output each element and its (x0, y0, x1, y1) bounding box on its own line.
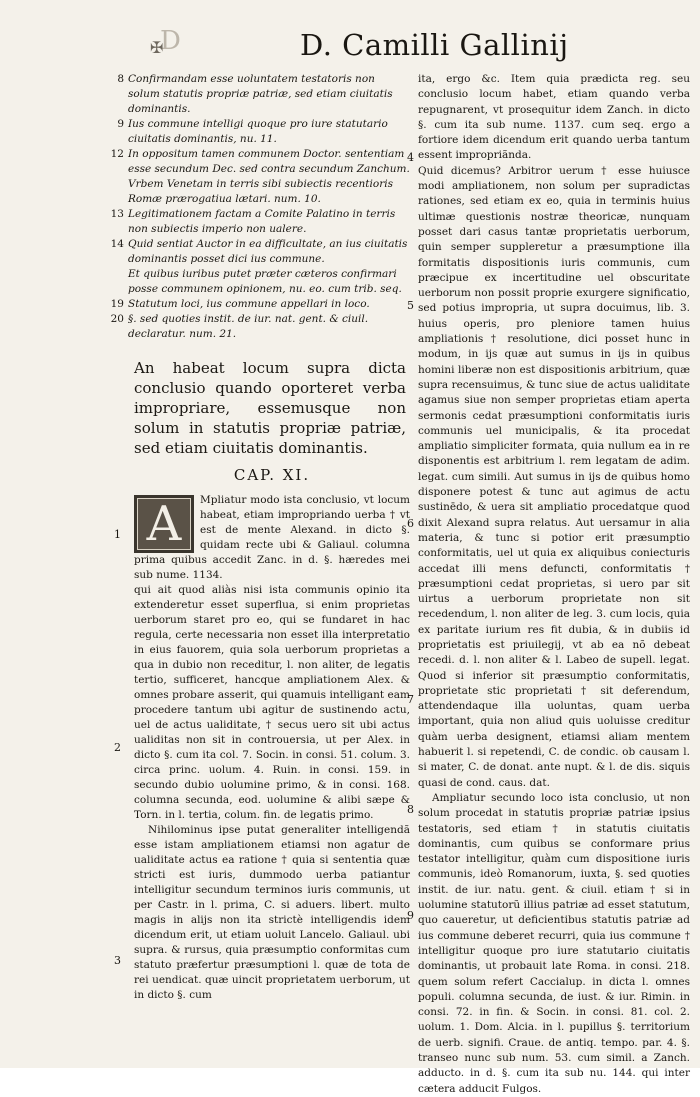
summary-text: Statutum loci, ius commune appellari in loco. (128, 298, 370, 310)
summary-number: 12 (110, 148, 124, 160)
summary-item (110, 117, 410, 147)
body-paragraph: Nihilominus ipse putat generaliter intelligendã esse istam ampliationem etiamsi non agatur de ualiditate actus ea ratione † quia si sententia quæ stricti est iuris, dummodo uerba patiantur intelligitur secundum terminos iuris communis, ut per Castr. in l. prima, C. si aduers. libert. multo magis in alijs non ita strictè intelligendis idem dicendum erit, ut etiam uoluit Lancelo. Galiaul. ubi supra. & rursus, quia præsumptio conformitas cum statuto præfertur præsumptioni l. quæ de tota de rei uendicat. quæ uincit proprietatem uerborum, ut in dicto §. cum (134, 824, 410, 1001)
summary-text: §. sed quoties instit. de iur. nat. gent. & ciuil. declaratur. num. 21. (128, 313, 369, 340)
body-paragraph: Quid dicemus? Arbitror uerum † esse huiusce modi ampliationem, non solum per supradictas rationes, sed etiam ex eo, quia in terminis huius ultimæ questionis nostræ theoricæ, nunquam posset dari casus tantæ proprietatis uerborum, quin semper suppleretur a præsumptione illa formitatis dispositionis iuris communis, cum præcipue ex incertitudine uel obscuritate uerborum non possit proprie exurgere significatio, sed potius impropria, ut supra docuimus, lib. 3. huius operis, pro pleniore tamen huius ampliationis † resolutione, dici posset hunc in modum, in ijs quæ aut sumus in ijs in quibus homini liberæ non est dispositionis arbitrium, quæ supra recensuimus, & tunc siue de actus ualiditate agamus siue non semper proprietas etiam aperta sermonis cedat præsumptioni conformitatis iuris communis uel municipalis, & ita procedat ampliatio simpliciter formata, quia nullum ea in re disponentis est arbitrium l. rem legatam de adim. legat. cum simili. Aut sumus in ijs de quibus homo disponere potest & tunc aut agimus de actu sustinēdo, & uera sit ampliatio procedatque quod dixit Alexand supra relatus. Aut uersamur in alia materia, & tunc si potior erit præsumptio conformitatis, uel ut quia ex aliquibus coniecturis accedat illi mens defuncti, conformitatis † præsumptioni cedat proprietas, si uero par sit uirtus a uerborum proprietate non sit recedendum, l. non aliter de leg. 3. cum locis, quia ex paritate iurium res fit dubia, & in dubiis id proprietatis est priuilegij, vt ab ea nõ debeat recedi. d. l. non aliter & l. Labeo de supell. legat. Quod si inferior sit præsumptio conformitatis, proprietate stic proprietati † sit deferendum, attendendaque illa uoluntas, quam uerba important, quia non aliud quis uoluisse creditur quàm uerba designent, etiamsi aliam mentem habuerit l. si repetendi, C. de condic. ob causam l. si mater, C. de donat. ante nupt. & l. de dis. siquis quasi de cond. caus. dat. (418, 164, 690, 789)
summary-text: Ius commune intelligi quoque pro iure statutario ciuitatis dominantis, nu. 11. (128, 118, 388, 145)
chapter-summary-list (110, 72, 410, 342)
summary-item (110, 72, 410, 117)
summary-item (110, 237, 410, 267)
summary-text: Confirmandam esse uoluntatem testatoris non solum statutis propriæ patriæ, sed etiam ciuitatis dominantis. (128, 73, 393, 115)
body-paragraph: ita, ergo &c. Item quia prædicta reg. seu conclusio locum habet, etiam quando verba repugnarent, vt prosequitur idem Zanch. in dicto §. cum ita sub nume. 1137. cum seq. ergo a fortiore idem dicendum erit quando uerba tantum essent impropriãnda. (418, 73, 690, 162)
summary-text: In oppositum tamen communem Doctor. sententiam esse secundum Dec. sed contra secundum Zanchum. (128, 148, 410, 175)
bleed-through-text: D (160, 26, 181, 56)
summary-item (110, 207, 410, 237)
summary-number: 9 (117, 118, 124, 130)
chapter-heading: An habeat locum supra dicta conclusio quando oporteret verba impropriare, essemusque non solum in statutis propriæ patriæ, sed etiam ciuitatis dominantis. (134, 359, 406, 457)
decorated-initial-icon: A (134, 495, 194, 553)
summary-text: Vrbem Venetam in terris sibi subiectis recentioris Romæ prærogatiua lætari. num. 10. (128, 178, 393, 205)
summary-number: 14 (110, 238, 124, 250)
summary-text: Et quibus iuribus putet præter cæteros confirmari posse communem opinionem, nu. eo. cum trib. seq. (128, 268, 402, 295)
margin-numeral: 1 (114, 528, 121, 541)
summary-item (110, 147, 410, 177)
summary-number: 13 (110, 208, 124, 220)
summary-number: 19 (110, 298, 124, 310)
margin-numeral: 8 (407, 803, 414, 816)
body-paragraph: Ampliatur secundo loco ista conclusio, ut non solum procedat in statutis propriæ patriæ ipsius testatoris, sed etiam † in statutis ciuitatis dominantis, cum quibus se conformare prius testator intelligitur, quàm cum dispositione iuris communis, ideò Romanorum, iuxta, §. sed quoties instit. de iur. natu. gent. & ciuil. etiam † si in uolumine statutorũ illius patriæ ad esset statutum, quo caueretur, ut deficientibus statutis patriæ ad ius commune deberet recurri, quia ius commune † intelligitur quoque pro iure statutario ciuitatis dominantis, ut probauit late Roma. in consi. 218. quem solum refert Caccialup. in dicta l. omnes populi. columna secunda, de iust. & iur. Rimin. in consi. 72. in fin. & Socin. in consi. 81. col. 2. uolum. 1. Dom. Alcia. in l. pupillus §. territorium de uerb. signifi. Craue. de antiq. tempo. par. 4. §. transeo nunc sub num. 53. cum simil. a Zanch. adducto. in d. §. cum ita sub nu. 144. qui inter cætera adducit Fulgos. (418, 791, 690, 1095)
margin-numeral: 4 (407, 151, 414, 164)
margin-numeral: 9 (407, 909, 414, 922)
margin-numeral: 7 (407, 693, 414, 706)
right-column (407, 72, 690, 1097)
left-column (110, 72, 410, 1003)
summary-item (110, 267, 410, 297)
summary-item (110, 312, 410, 342)
margin-numeral: 5 (407, 299, 414, 312)
body-paragraph: qui ait quod aliàs nisi ista communis opinio ita extenderetur esset superflua, si enim proprietas uerborum staret pro eo, qui se fundaret in hac regula, certe necessaria non esset illa interpretatio in eius fauorem, quia sola uerborum proprietas a qua in dubio non receditur, l. non aliter, de legatis tertio, sufficeret, hancque ampliationem Alex. & omnes probare asserit, qui quamuis intelligant eam procedere tantum ubi agitur de sustinendo actu, uel de actus ualiditate, † secus uero sit ubi actus ualiditas non sit in controuersia, ut per Alex. in dicto §. cum ita col. 7. Socin. in consi. 51. colum. 3. circa princ. uolum. 4. Ruin. in consi. 159. in secundo dubio uolumine primo, & in consi. 168. columna secunda, eod. uolumine & alibi sæpe & Torn. in l. tertia, colum. fin. de legatis primo. (134, 584, 410, 821)
summary-item (110, 177, 410, 207)
summary-item (110, 297, 410, 312)
left-body (110, 493, 410, 1003)
summary-number: 20 (110, 313, 124, 325)
running-header: D. Camilli Gallinij (300, 28, 569, 62)
margin-numeral: 3 (114, 954, 121, 967)
printer-ornament-icon: ✠ (150, 38, 164, 57)
margin-numeral: 6 (407, 517, 414, 530)
summary-number: 8 (117, 73, 124, 85)
margin-numeral: 2 (114, 741, 121, 754)
summary-text: Legitimationem factam a Comite Palatino in terris non subiectis imperio non ualere. (128, 208, 396, 235)
chapter-number: CAP. XI. (233, 466, 311, 484)
body-paragraph: Mpliatur modo ista conclusio, vt locum habeat, etiam impropriando uerba † vt est de mente Alexand. in dicto §. quidam recte ubi & Galiaul. columna prima quibus accedit Zanc. in d. §. hæredes mei sub nume. 1134. (134, 494, 410, 581)
summary-text: Quid sentiat Auctor in ea difficultate, an ius ciuitatis dominantis posset dici ius commune. (128, 238, 408, 265)
